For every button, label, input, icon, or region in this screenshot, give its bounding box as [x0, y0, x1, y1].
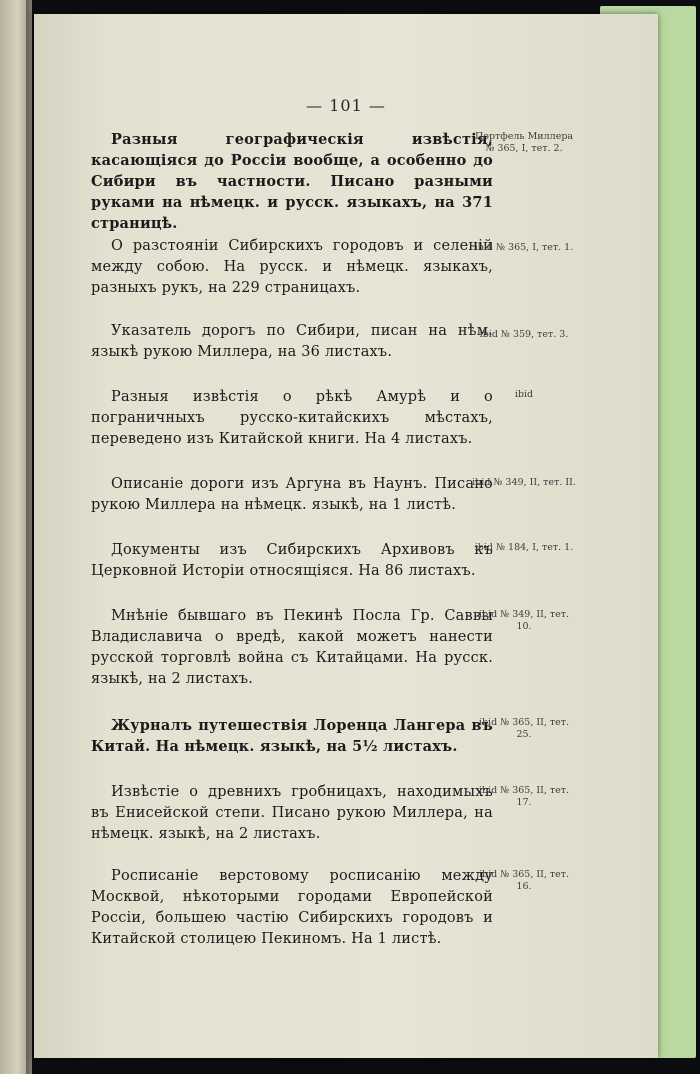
page-number: — 101 — [306, 96, 386, 115]
entry-reference: ibid [514, 389, 534, 400]
entry-text: Росписаніе верстовому росписанію между Москвой, нѣкоторыми городами Европейской Россіи, большею частію Сибирскихъ городовъ и Китайской столицею Пекиномъ. На 1 листѣ. [91, 868, 493, 947]
entry-reference: ibid № 365, II, тет. 16. [478, 869, 570, 892]
entry-reference: ibid № 365, II, тет. 17. [478, 785, 570, 808]
entry-reference: ibid № 184, I, тет. 1. [474, 542, 574, 553]
entry-text: Указатель дорогъ по Сибири, писан на нѣм. языкѣ рукою Миллера, на 36 листахъ. [91, 323, 493, 360]
entry-text: Мнѣніе бывшаго въ Пекинѣ Посла Гр. Саввы Владиславича о вредѣ, какой можетъ нанести русской торговлѣ война съ Китайцами. На русск. языкѣ, на 2 листахъ. [91, 608, 493, 687]
entry-reference: ibid № 365, I, тет. 1. [474, 242, 574, 253]
entry-reference: ibid № 349, II, тет. 10. [478, 609, 570, 632]
entry-reference: ibid № 359, тет. 3. [479, 329, 569, 340]
entry-text: Извѣстіе о древнихъ гробницахъ, находимыхъ въ Енисейской степи. Писано рукою Миллера, на нѣмецк. языкѣ, на 2 листахъ. [91, 784, 493, 842]
entry-text: Журналъ путешествія Лоренца Лангера въ Китай. На нѣмецк. языкѣ, на 5½ листахъ. [91, 717, 493, 755]
entry-reference: ibid № 365, II, тет. 25. [478, 717, 570, 740]
entry-text: Описаніе дороги изъ Аргуна въ Наунъ. Писано рукою Миллера на нѣмецк. языкѣ, на 1 листѣ. [91, 476, 493, 513]
entry-text: Разныя извѣстія о рѣкѣ Амурѣ и о пограничныхъ русско-китайскихъ мѣстахъ, переведено изъ Китайской книги. На 4 листахъ. [91, 389, 493, 447]
entry-reference: Портфель Миллера № 365, I, тет. 2. [474, 131, 574, 154]
entry-text: Документы изъ Сибирскихъ Архивовъ къ Церковной Исторіи относящіяся. На 86 листахъ. [91, 542, 493, 579]
book-page [34, 14, 658, 1058]
entry-text: Разныя географическія извѣстія, касающіяся до Россіи вообще, а особенно до Сибири въ частности. Писано разными руками на нѣмецк. и русск. языкахъ, на 371 страницѣ. [91, 131, 493, 232]
entry-text: О разстояніи Сибирскихъ городовъ и селеній между собою. На русск. и нѣмецк. языкахъ, разныхъ рукъ, на 229 страницахъ. [91, 238, 493, 296]
entry-reference: ibid № 349, II, тет. II. [472, 477, 576, 488]
